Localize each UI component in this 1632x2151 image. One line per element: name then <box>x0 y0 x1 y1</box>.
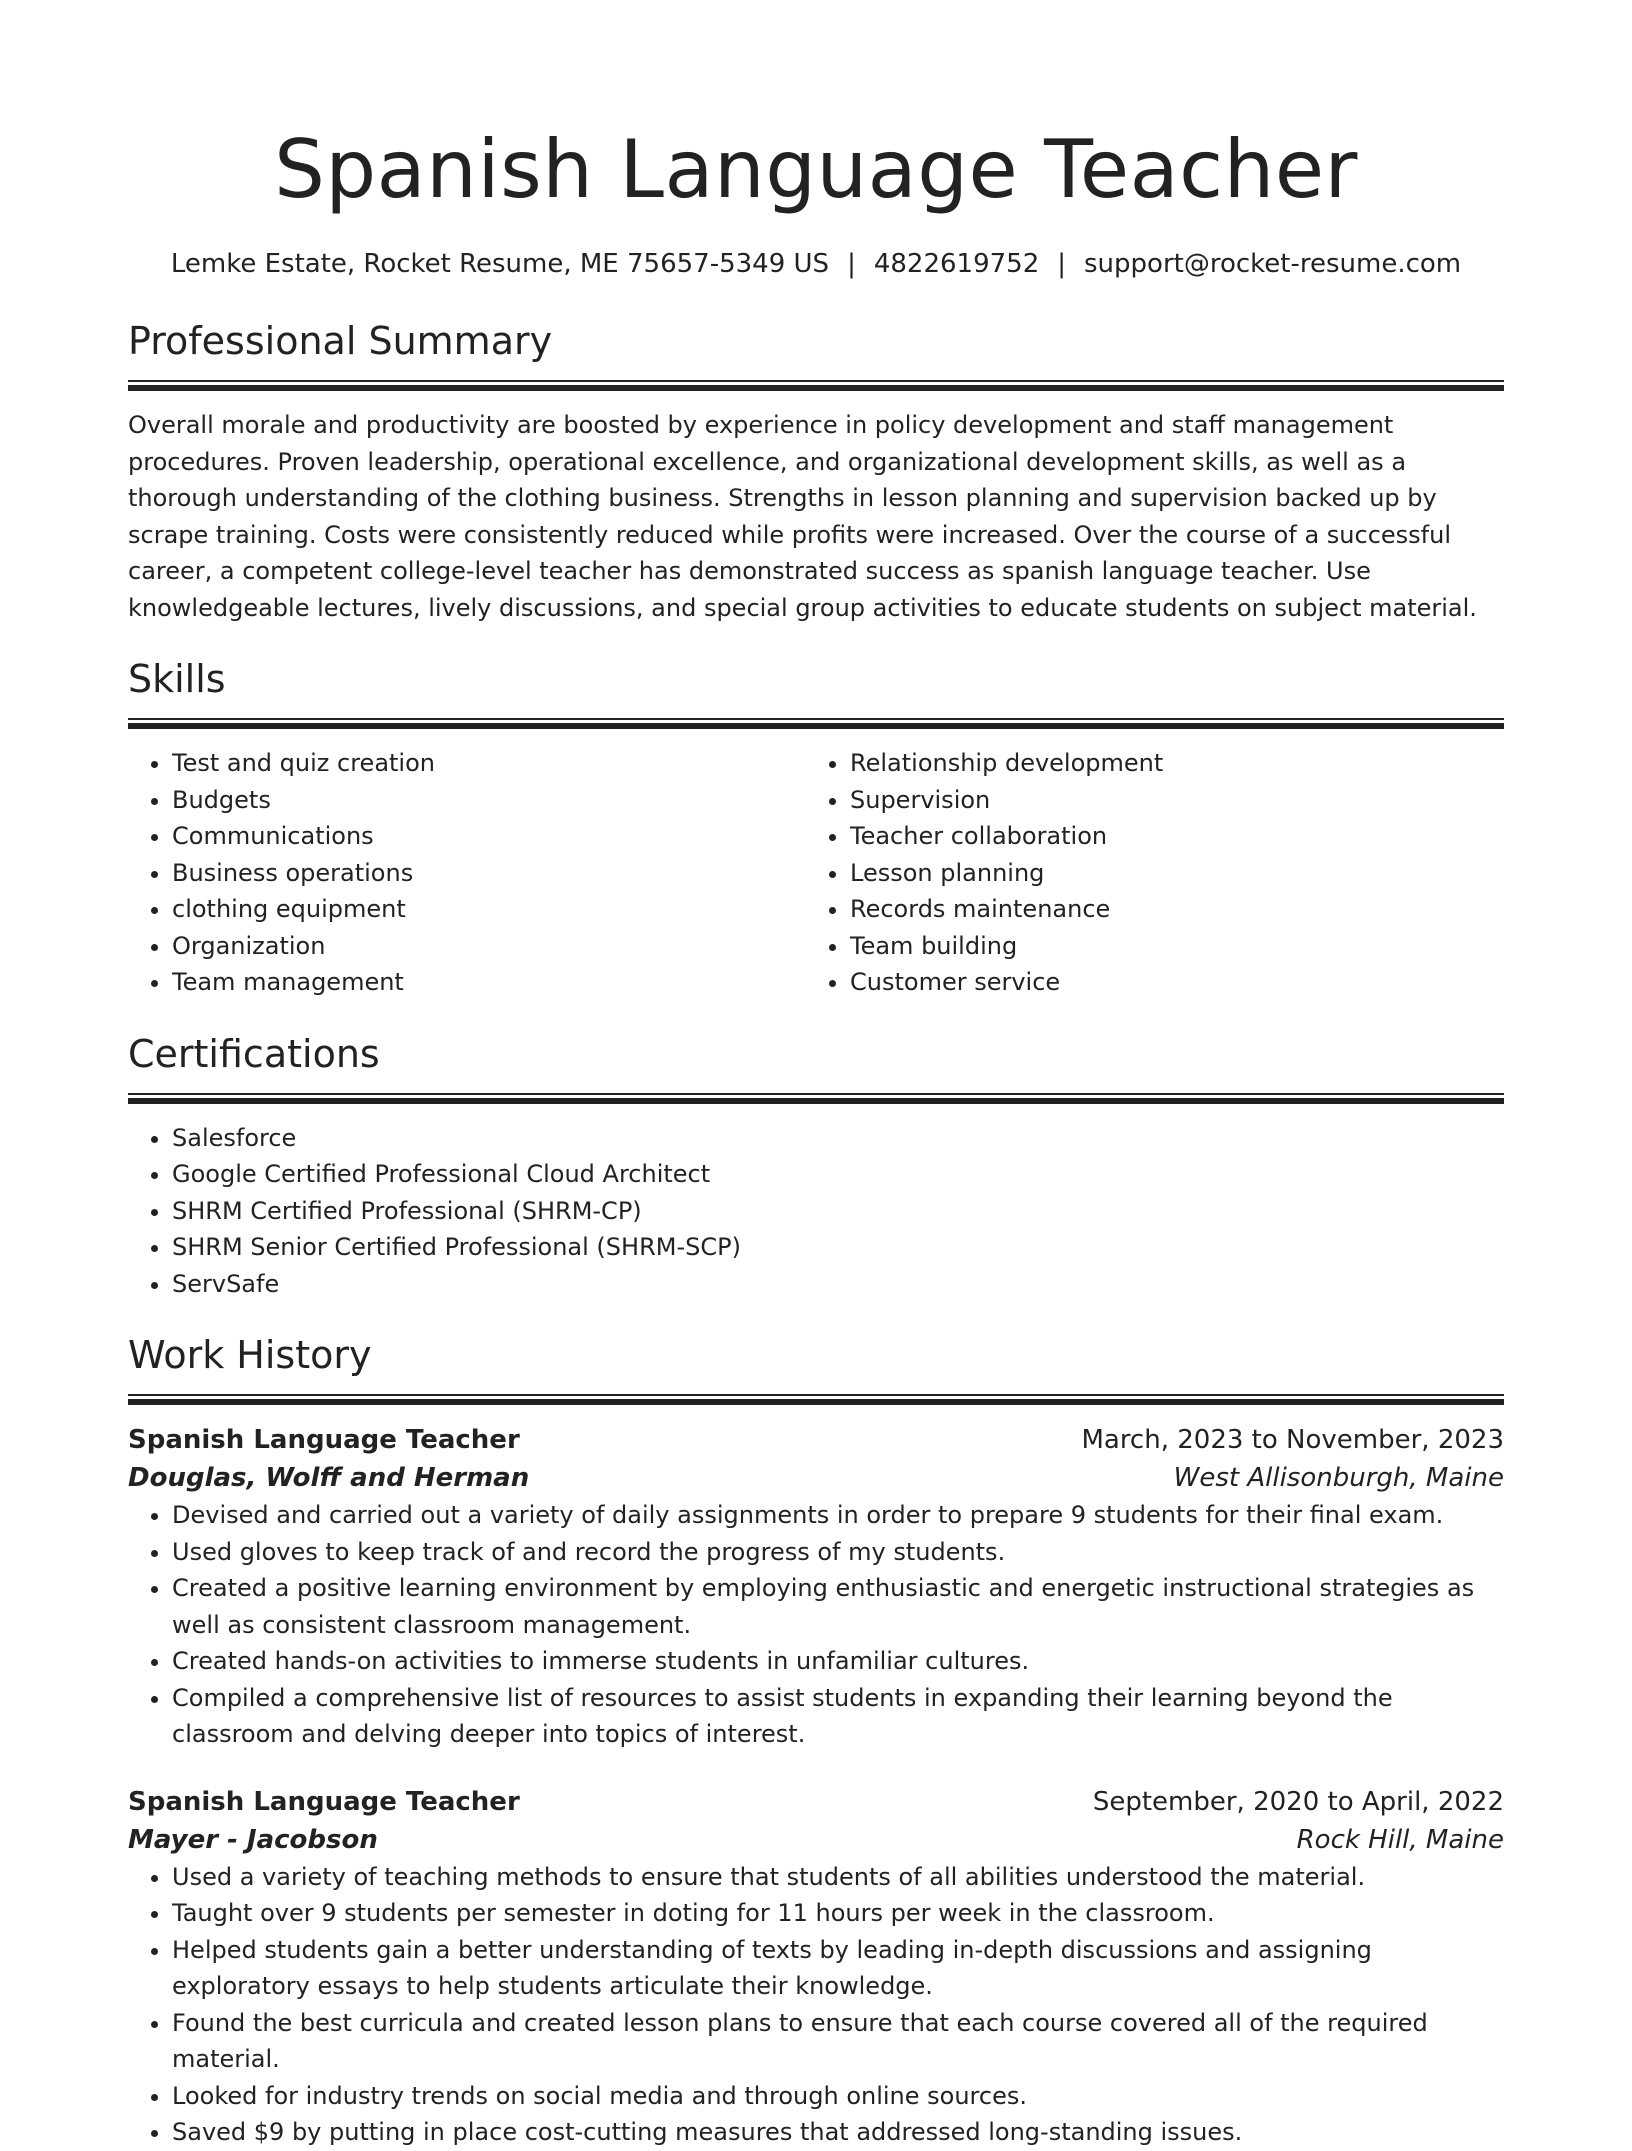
contact-line <box>128 246 1504 282</box>
summary-heading: Professional Summary <box>128 319 553 363</box>
job-bullet: • Devised and carried out a variety of daily assignments in order to prepare 9 students for their final exam. <box>172 1497 1504 1534</box>
summary-section <box>128 316 1504 626</box>
job-subheader <box>128 1821 1504 1859</box>
job-location: West Allisonburgh, Maine <box>1173 1463 1504 1493</box>
job-subheader <box>128 1459 1504 1497</box>
job-bullet: • Saved $9 by putting in place cost-cutting measures that addressed long-standing issues. <box>172 2114 1504 2151</box>
skills-section <box>128 654 1504 1001</box>
summary-text: Overall morale and productivity are boosted by experience in policy development and staff management procedures. Proven leadership, operational excellence, and organizational development skills, as well as a thorough understanding of the clothing business. Strengths in lesson planning and supervision backed up by scrape training. Costs were consistently reduced while profits were increased. Over the course of a successful career, a competent college-level teacher has demonstrated success as spanish language teacher. Use knowledgeable lectures, lively discussions, and special group activities to educate students on subject material. <box>128 411 1477 622</box>
job-company: Mayer - Jacobson <box>128 1824 378 1855</box>
skill-item: • Teacher collaboration <box>850 818 1484 855</box>
contact-separator: | <box>847 249 856 279</box>
skill-item: • Records maintenance <box>850 891 1484 928</box>
certification-item: • ServSafe <box>172 1266 1504 1303</box>
resume-page <box>128 0 1504 2151</box>
job-bullet: • Found the best curricula and created lesson plans to ensure that each course covered all of the required material. <box>172 2005 1504 2078</box>
job-header <box>128 1421 1504 1459</box>
skill-item: • Team building <box>850 928 1484 965</box>
work-history-heading: Work History <box>128 1333 372 1377</box>
job-dates: March, 2023 to November, 2023 <box>1081 1425 1504 1455</box>
section-divider <box>128 1394 1504 1405</box>
job-title: Spanish Language Teacher <box>128 1786 520 1817</box>
job-title: Spanish Language Teacher <box>128 1425 520 1455</box>
job-dates: September, 2020 to April, 2022 <box>1092 1786 1504 1817</box>
job-bullet: • Compiled a comprehensive list of resources to assist students in expanding their learning beyond the classroom and delving deeper into topics of interest. <box>172 1680 1504 1753</box>
job-bullet: • Taught over 9 students per semester in doting for 11 hours per week in the classroom. <box>172 1895 1504 1932</box>
job-bullet: • Used a variety of teaching methods to ensure that students of all abilities understood the material. <box>172 1859 1504 1896</box>
skill-item: • Team management <box>172 964 806 1001</box>
skill-item: • Relationship development <box>850 745 1484 782</box>
certification-item: • SHRM Certified Professional (SHRM-CP) <box>172 1193 1504 1230</box>
skill-item: • Supervision <box>850 782 1484 819</box>
skill-item: • Customer service <box>850 964 1484 1001</box>
certifications-heading: Certifications <box>128 1031 380 1076</box>
skills-heading: Skills <box>128 657 226 701</box>
contact-email: support@rocket-resume.com <box>1084 249 1462 279</box>
skill-item: • Lesson planning <box>850 855 1484 892</box>
section-divider <box>128 380 1504 391</box>
skill-item: • Communications <box>172 818 806 855</box>
job-bullet: • Helped students gain a better understanding of texts by leading in-depth discussions and assigning exploratory essays to help students articulate their knowledge. <box>172 1932 1504 2005</box>
skill-item: • clothing equipment <box>172 891 806 928</box>
job-entry <box>128 1421 1504 1753</box>
skills-right-list <box>806 745 1484 1001</box>
job-bullet: • Looked for industry trends on social media and through online sources. <box>172 2078 1504 2115</box>
job-bullets <box>128 1497 1504 1753</box>
section-divider <box>128 1093 1504 1104</box>
skill-item: • Budgets <box>172 782 806 819</box>
job-location: Rock Hill, Maine <box>1296 1824 1504 1855</box>
skills-columns <box>128 745 1504 1001</box>
resume-name: Spanish Language Teacher <box>274 123 1358 216</box>
contact-phone: 4822619752 <box>873 249 1040 279</box>
certifications-section <box>128 1029 1504 1303</box>
job-header <box>128 1783 1504 1821</box>
certification-item: • SHRM Senior Certified Professional (SHRM-SCP) <box>172 1229 1504 1266</box>
job-company: Douglas, Wolff and Herman <box>128 1463 530 1493</box>
skill-item: • Test and quiz creation <box>172 745 806 782</box>
section-divider <box>128 718 1504 729</box>
certification-item: • Google Certified Professional Cloud Architect <box>172 1156 1504 1193</box>
job-bullet: • Used gloves to keep track of and record the progress of my students. <box>172 1534 1504 1571</box>
skills-right-column <box>806 745 1484 1001</box>
job-bullet: • Created a positive learning environment by employing enthusiastic and energetic instructional strategies as well as consistent classroom management. <box>172 1570 1504 1643</box>
skills-left-list <box>128 745 806 1001</box>
work-history-section <box>128 1330 1504 2151</box>
certification-item: • Salesforce <box>172 1120 1504 1157</box>
job-bullet: • Created hands-on activities to immerse students in unfamiliar cultures. <box>172 1643 1504 1680</box>
certifications-list <box>128 1120 1504 1303</box>
job-bullets <box>128 1859 1504 2151</box>
skill-item: • Business operations <box>172 855 806 892</box>
skills-left-column <box>128 745 806 1001</box>
job-entry <box>128 1783 1504 2151</box>
contact-address: Lemke Estate, Rocket Resume, ME 75657-5349 US <box>170 249 830 279</box>
contact-separator: | <box>1057 249 1067 279</box>
skill-item: • Organization <box>172 928 806 965</box>
